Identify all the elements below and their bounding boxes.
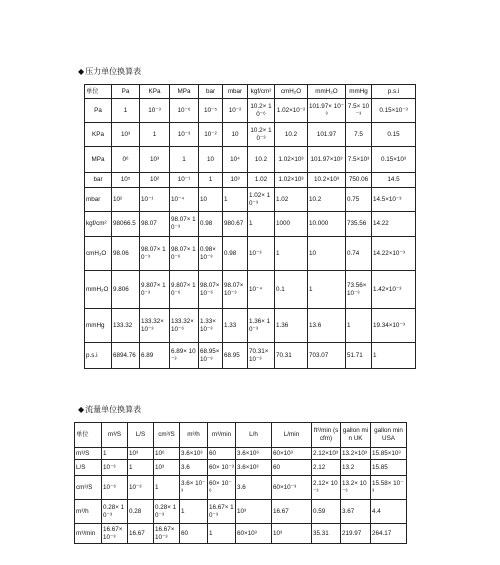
row-label: m³/h xyxy=(75,500,102,524)
table-cell: 1 xyxy=(248,212,275,237)
table-cell: 15.58× 10⁻³ xyxy=(371,476,407,500)
table-cell: 10⁻² xyxy=(199,123,223,147)
row-label: cm³/S xyxy=(75,476,102,500)
pressure-heading-text: 压力单位换算表 xyxy=(85,67,142,76)
column-header: cmH₂O xyxy=(275,85,308,99)
table-cell: 264.17 xyxy=(371,524,407,544)
table-cell: 60×10⁻³ xyxy=(272,476,312,500)
table-cell: 10⁶ xyxy=(154,448,180,460)
table-cell: 1 xyxy=(154,476,180,500)
flow-heading-text: 流量单位换算表 xyxy=(85,405,142,414)
table-cell: 60×10³ xyxy=(272,448,312,460)
table-cell: 7.5 xyxy=(346,123,372,147)
table-cell: 10³ xyxy=(128,448,154,460)
table-cell: 10⁻¹ xyxy=(140,188,170,212)
table-cell: 1.33× 10⁻³ xyxy=(199,309,223,343)
table-cell: 6.89× 10⁻³ xyxy=(170,343,199,369)
table-cell: 10² xyxy=(112,188,140,212)
table-cell: 1.02×10³ xyxy=(275,147,308,173)
table-cell: 10⁻⁴ xyxy=(170,188,199,212)
row-label: L/S xyxy=(75,460,102,476)
table-cell: 6.89 xyxy=(140,343,170,369)
table-cell: 0.74 xyxy=(346,237,372,271)
table-cell: 51.71 xyxy=(346,343,372,369)
table-cell: 1 xyxy=(372,343,416,369)
table-cell: 10⁴ xyxy=(223,147,248,173)
table-cell: 98.07× 10⁻⁶ xyxy=(199,271,223,309)
table-cell: 13.2 xyxy=(341,460,371,476)
table-cell: 2.12× 10⁻³ xyxy=(312,476,341,500)
table-cell: 1 xyxy=(112,99,140,123)
table-cell: 4.4 xyxy=(371,500,407,524)
table-cell: 219.97 xyxy=(341,524,371,544)
table-cell: 3.6×10³ xyxy=(236,460,272,476)
table-cell: 1000 xyxy=(275,212,308,237)
header-row xyxy=(75,423,407,448)
table-cell: 0.28 xyxy=(128,500,154,524)
table-cell: 10 xyxy=(223,123,248,147)
table-cell: 133.32× 10⁻⁶ xyxy=(170,309,199,343)
table-cell: 15.85×10³ xyxy=(371,448,407,460)
column-header: 单位 xyxy=(75,423,102,448)
row-label: bar xyxy=(85,173,112,188)
table-cell: 1 xyxy=(308,271,346,309)
table-cell: 10.2 xyxy=(308,188,346,212)
table-cell: 10⁻³ xyxy=(170,123,199,147)
table-cell: 0.59 xyxy=(312,500,341,524)
row-label: Pa xyxy=(85,99,112,123)
table-cell: 16.67× 10⁻³ xyxy=(154,524,180,544)
table-cell: 10⁻³ xyxy=(248,237,275,271)
table-cell: 1 xyxy=(208,524,236,544)
table-cell: 98066.5 xyxy=(112,212,140,237)
table-cell: 1.02×10⁻² xyxy=(275,99,308,123)
column-header: p.s.i xyxy=(372,85,416,99)
table-cell: 70.31× 10⁻³ xyxy=(248,343,275,369)
table-cell: 9.807× 10⁻³ xyxy=(140,271,170,309)
table-cell: 0.28× 10⁻³ xyxy=(154,500,180,524)
header-row xyxy=(85,85,416,99)
column-header: gallon min UK xyxy=(341,423,371,448)
table-cell: 10⁻² xyxy=(223,99,248,123)
table-cell: 3.6 xyxy=(236,476,272,500)
table-cell: 10³ xyxy=(272,524,312,544)
table-cell: 15.85 xyxy=(371,460,407,476)
table-cell: 10⁻⁴ xyxy=(248,271,275,309)
table-cell: 0.28× 10⁻³ xyxy=(102,500,128,524)
table-row xyxy=(75,500,407,524)
table-cell: 10⁻³ xyxy=(140,99,170,123)
table-cell: 10³ xyxy=(112,123,140,147)
flow-heading xyxy=(78,405,141,415)
pressure-heading-bullet: ◆ xyxy=(78,67,85,76)
table-cell: 98.07× 10⁻⁶ xyxy=(170,237,199,271)
table-cell: 1 xyxy=(128,460,154,476)
table-cell: 980.67 xyxy=(223,212,248,237)
table-cell: 7.5× 10⁻³ xyxy=(346,99,372,123)
column-header: cm³/S xyxy=(154,423,180,448)
table-cell: 13.6 xyxy=(308,309,346,343)
table-cell: 14.5×10⁻³ xyxy=(372,188,416,212)
column-header: m³/S xyxy=(102,423,128,448)
table-cell: 0.75 xyxy=(346,188,372,212)
table-cell: 13.2× 10⁻³ xyxy=(341,476,371,500)
pressure-conversion-table xyxy=(84,84,416,369)
table-row xyxy=(85,173,416,188)
table-cell: 70.31 xyxy=(275,343,308,369)
table-cell: 1 xyxy=(199,173,223,188)
table-cell: 750.06 xyxy=(346,173,372,188)
column-header: L/min xyxy=(272,423,312,448)
table-cell: 16.67 xyxy=(272,500,312,524)
table-cell: 133.32 xyxy=(112,309,140,343)
table-cell: 1 xyxy=(223,188,248,212)
table-row xyxy=(85,309,416,343)
table-cell: 3.6× 10⁻³ xyxy=(180,476,208,500)
table-cell: 10³ xyxy=(154,460,180,476)
table-row xyxy=(85,147,416,173)
table-cell: 101.97×10³ xyxy=(308,147,346,173)
table-cell: 98.06 xyxy=(112,237,140,271)
pressure-heading xyxy=(78,67,141,77)
table-cell: 1.42×10⁻³ xyxy=(372,271,416,309)
table-cell: 16.67 xyxy=(128,524,154,544)
table-cell: 60× 10⁻³ xyxy=(208,460,236,476)
table-cell: 101.97 xyxy=(308,123,346,147)
table-cell: 60×10³ xyxy=(236,524,272,544)
table-row xyxy=(85,343,416,369)
table-cell: 73.56× 10⁻³ xyxy=(346,271,372,309)
table-cell: 0.98 xyxy=(199,212,223,237)
table-cell: 10.2× 10⁻⁶ xyxy=(248,99,275,123)
row-label: KPa xyxy=(85,123,112,147)
table-cell: 14.22×10⁻³ xyxy=(372,237,416,271)
table-cell: 9.806 xyxy=(112,271,140,309)
table-cell: 10³ xyxy=(140,147,170,173)
table-cell: 10.2× 10⁻³ xyxy=(248,123,275,147)
table-cell: 10² xyxy=(140,173,170,188)
table-cell: 16.67× 10⁻³ xyxy=(102,524,128,544)
table-cell: 98.07× 10⁻³ xyxy=(170,212,199,237)
table-cell: 735.56 xyxy=(346,212,372,237)
table-cell: 60× 10⁻⁶ xyxy=(208,476,236,500)
table-cell: 3.6×10⁶ xyxy=(236,448,272,460)
table-cell: 101.97× 10⁻³ xyxy=(308,99,346,123)
table-row xyxy=(75,460,407,476)
table-cell: 14.22 xyxy=(372,212,416,237)
column-header: kgf/cm² xyxy=(248,85,275,99)
table-cell: 10 xyxy=(308,237,346,271)
row-label: m³/S xyxy=(75,448,102,460)
table-cell: 10⁻³ xyxy=(128,476,154,500)
table-cell: 68.95× 10⁻³ xyxy=(199,343,223,369)
table-cell: 16.67× 10⁻³ xyxy=(208,500,236,524)
table-cell: 13.2×10³ xyxy=(341,448,371,460)
table-row xyxy=(85,123,416,147)
table-cell: 3.6 xyxy=(180,460,208,476)
table-cell: 0.1 xyxy=(275,271,308,309)
table-cell: 10⁻¹ xyxy=(170,173,199,188)
table-cell: 19.34×10⁻³ xyxy=(372,309,416,343)
table-cell: 1 xyxy=(102,448,128,460)
table-cell: 1.02 xyxy=(248,173,275,188)
table-cell: 2.12×10³ xyxy=(312,448,341,460)
table-cell: 3.67 xyxy=(341,500,371,524)
table-row xyxy=(85,212,416,237)
table-row xyxy=(85,188,416,212)
table-cell: 2.12 xyxy=(312,460,341,476)
table-cell: 60 xyxy=(208,448,236,460)
column-header: mbar xyxy=(223,85,248,99)
column-header: 单位 xyxy=(85,85,112,99)
table-cell: 7.5×10³ xyxy=(346,147,372,173)
table-cell: 10.2×10³ xyxy=(308,173,346,188)
column-header: bar xyxy=(199,85,223,99)
column-header: Pa xyxy=(112,85,140,99)
column-header: KPa xyxy=(140,85,170,99)
table-cell: 133.32× 10⁻³ xyxy=(140,309,170,343)
table-cell: 1.36 xyxy=(275,309,308,343)
table-cell: 10⁻³ xyxy=(102,460,128,476)
row-label: mmH₂O xyxy=(85,271,112,309)
table-cell: 1.36× 10⁻³ xyxy=(248,309,275,343)
row-label: cmH₂O xyxy=(85,237,112,271)
table-cell: 1.02× 10⁻³ xyxy=(248,188,275,212)
table-cell: 0.98 xyxy=(223,237,248,271)
table-cell: 60 xyxy=(272,460,312,476)
table-cell: 0.15×10⁻³ xyxy=(372,99,416,123)
column-header: m³/h xyxy=(180,423,208,448)
table-row xyxy=(75,448,407,460)
table-cell: 0.15 xyxy=(372,123,416,147)
flow-heading-bullet: ◆ xyxy=(78,405,85,414)
column-header: gallon min USA xyxy=(371,423,407,448)
row-label: mbar xyxy=(85,188,112,212)
flow-conversion-table xyxy=(74,422,407,544)
table-cell: 60 xyxy=(180,524,208,544)
column-header: m³/min xyxy=(208,423,236,448)
column-header: MPa xyxy=(170,85,199,99)
table-cell: 1.02×10³ xyxy=(275,173,308,188)
table-cell: 98.07× 10⁻³ xyxy=(140,237,170,271)
row-label: m³/min xyxy=(75,524,102,544)
table-cell: 0.15×10³ xyxy=(372,147,416,173)
column-header: L/h xyxy=(236,423,272,448)
table-cell: 10⁻⁶ xyxy=(170,99,199,123)
table-cell: 10 xyxy=(199,147,223,173)
table-cell: 703.07 xyxy=(308,343,346,369)
table-cell: 10³ xyxy=(223,173,248,188)
column-header: ft³/min (scfm) xyxy=(312,423,341,448)
table-cell: 0⁶ xyxy=(112,147,140,173)
table-row xyxy=(75,476,407,500)
table-cell: 98.07 xyxy=(140,212,170,237)
table-row xyxy=(85,99,416,123)
column-header: mmH₂O xyxy=(308,85,346,99)
table-cell: 14.5 xyxy=(372,173,416,188)
table-row xyxy=(85,237,416,271)
table-cell: 6894.76 xyxy=(112,343,140,369)
table-cell: 1 xyxy=(180,500,208,524)
row-label: kgf/cm² xyxy=(85,212,112,237)
row-label: p.s.i xyxy=(85,343,112,369)
row-label: MPa xyxy=(85,147,112,173)
table-cell: 1 xyxy=(140,123,170,147)
column-header: L/S xyxy=(128,423,154,448)
table-cell: 10⁻⁵ xyxy=(199,99,223,123)
table-cell: 98.07× 10⁻³ xyxy=(223,271,248,309)
table-cell: 9.807× 10⁻⁶ xyxy=(170,271,199,309)
table-cell: 1 xyxy=(346,309,372,343)
table-cell: 10.2 xyxy=(275,123,308,147)
table-cell: 1 xyxy=(170,147,199,173)
table-cell: 1.02 xyxy=(275,188,308,212)
table-cell: 10.2 xyxy=(248,147,275,173)
table-cell: 0.98× 10⁻³ xyxy=(199,237,223,271)
table-cell: 1 xyxy=(275,237,308,271)
row-label: mmHg xyxy=(85,309,112,343)
table-row xyxy=(85,271,416,309)
table-cell: 10⁻⁶ xyxy=(102,476,128,500)
table-cell: 3.6×10³ xyxy=(180,448,208,460)
table-cell: 68.95 xyxy=(223,343,248,369)
table-cell: 10 xyxy=(199,188,223,212)
table-row xyxy=(75,524,407,544)
table-cell: 10.000 xyxy=(308,212,346,237)
table-cell: 10³ xyxy=(236,500,272,524)
table-cell: 35.31 xyxy=(312,524,341,544)
table-cell: 1.33 xyxy=(223,309,248,343)
column-header: mmHg xyxy=(346,85,372,99)
table-cell: 10⁵ xyxy=(112,173,140,188)
